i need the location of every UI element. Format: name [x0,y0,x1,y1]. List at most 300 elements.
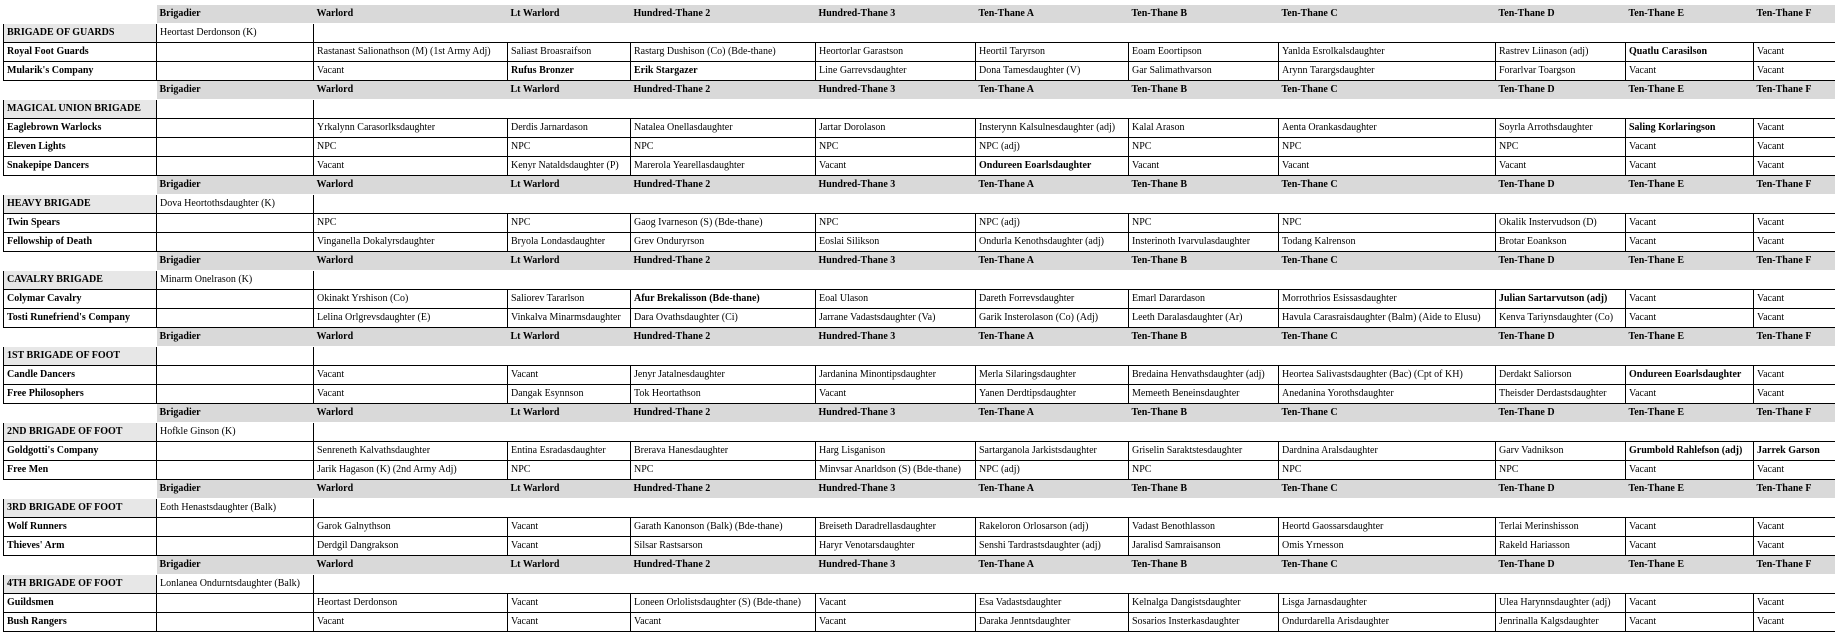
column-header-row [4,81,1835,100]
brigade-name: CAVALRY BRIGADE [4,271,157,290]
column-header: Hundred-Thane 2 [631,480,816,499]
column-header: Ten-Thane E [1626,252,1754,271]
brigadier-name [157,347,314,366]
officer-cell: Vacant [1754,366,1835,385]
column-header: Ten-Thane D [1496,404,1626,423]
header-blank-cell [4,480,157,499]
officer-cell: Havula Carasraisdaughter (Balm) (Aide to Elusu) [1279,309,1496,328]
officer-cell: NPC [508,461,631,480]
header-blank-cell [4,328,157,347]
unit-brigadier-cell [157,594,314,613]
column-header: Hundred-Thane 2 [631,404,816,423]
officer-cell: Garv Vadnikson [1496,442,1626,461]
column-header-row [4,556,1835,575]
officer-cell: Julian Sartarvutson (adj) [1496,290,1626,309]
officer-cell: Yanen Derdtipsdaughter [976,385,1129,404]
officer-cell: Vacant [1626,594,1754,613]
officer-cell: Kalal Arason [1129,119,1279,138]
officer-cell: Sosarios Insterkasdaughter [1129,613,1279,632]
officer-cell: Vinganella Dokalyrsdaughter [314,233,508,252]
officer-cell: Vacant [508,366,631,385]
officer-cell: Jartar Dorolason [816,119,976,138]
unit-brigadier-cell [157,157,314,176]
brigade-row [4,423,1835,442]
brigadier-name: Heortast Derdonson (K) [157,24,314,43]
officer-cell: Insterynn Kalsulnesdaughter (adj) [976,119,1129,138]
column-header: Ten-Thane C [1279,81,1496,100]
column-header-row [4,404,1835,423]
officer-cell: Vacant [1754,385,1835,404]
officer-cell: Harg Lisganison [816,442,976,461]
unit-row [4,62,1835,81]
brigade-row [4,100,1835,119]
unit-brigadier-cell [157,214,314,233]
officer-cell: Jenrinalla Kalgsdaughter [1496,613,1626,632]
column-header: Ten-Thane D [1496,252,1626,271]
officer-cell: Morrothrios Esissasdaughter [1279,290,1496,309]
unit-name: Eleven Lights [4,138,157,157]
unit-name: Wolf Runners [4,518,157,537]
column-header: Ten-Thane D [1496,5,1626,24]
column-header: Warlord [314,480,508,499]
officer-cell: NPC [1496,138,1626,157]
officer-cell: Jaralisd Samraisanson [1129,537,1279,556]
column-header: Lt Warlord [508,176,631,195]
officer-cell: Okinakt Yrshison (Co) [314,290,508,309]
column-header: Warlord [314,252,508,271]
column-header: Ten-Thane E [1626,176,1754,195]
column-header: Warlord [314,176,508,195]
unit-row [4,537,1835,556]
officer-cell: NPC (adj) [976,138,1129,157]
column-header: Ten-Thane D [1496,328,1626,347]
officer-cell: Vacant [1626,290,1754,309]
brigade-row [4,575,1835,594]
unit-brigadier-cell [157,62,314,81]
column-header: Ten-Thane A [976,81,1129,100]
column-header: Ten-Thane F [1754,328,1835,347]
officer-cell: NPC [631,138,816,157]
unit-row [4,233,1835,252]
officer-cell: Dangak Esynnson [508,385,631,404]
officer-cell: Vacant [1626,518,1754,537]
column-header: Brigadier [157,81,314,100]
officer-cell: Daraka Jenntsdaughter [976,613,1129,632]
officer-cell: Afur Brekalisson (Bde-thane) [631,290,816,309]
officer-cell: NPC [1496,461,1626,480]
unit-name: Bush Rangers [4,613,157,632]
officer-cell: Brerava Hanesdaughter [631,442,816,461]
officer-cell: Dara Ovathsdaughter (Ci) [631,309,816,328]
column-header: Ten-Thane B [1129,81,1279,100]
unit-name: Tosti Runefriend's Company [4,309,157,328]
column-header: Brigadier [157,5,314,24]
header-blank-cell [4,556,157,575]
column-header: Ten-Thane E [1626,556,1754,575]
officer-cell: Theisder Derdastsdaughter [1496,385,1626,404]
officer-cell: Jarrane Vadastsdaughter (Va) [816,309,976,328]
officer-cell: Derdis Jarnardason [508,119,631,138]
officer-cell: Marerola Yearellasdaughter [631,157,816,176]
officer-cell: Haryr Venotarsdaughter [816,537,976,556]
officer-cell: NPC [816,138,976,157]
officer-cell: Merla Silaringsdaughter [976,366,1129,385]
column-header: Hundred-Thane 2 [631,5,816,24]
unit-brigadier-cell [157,233,314,252]
officer-cell: Vacant [508,594,631,613]
officer-cell: Tok Heortathson [631,385,816,404]
unit-row [4,518,1835,537]
officer-cell: Vacant [1754,43,1835,62]
officer-cell: Heortorlar Garastson [816,43,976,62]
unit-brigadier-cell [157,119,314,138]
officer-cell: Leeth Daralasdaughter (Ar) [1129,309,1279,328]
officer-cell: Rastrev Liinason (adj) [1496,43,1626,62]
column-header: Hundred-Thane 3 [816,5,976,24]
officer-cell: Lelina Orlgrevsdaughter (E) [314,309,508,328]
column-header: Ten-Thane C [1279,404,1496,423]
officer-cell: Gar Salimathvarson [1129,62,1279,81]
unit-row [4,119,1835,138]
officer-cell: NPC [1279,214,1496,233]
officer-cell: Sartarganola Jarkistsdaughter [976,442,1129,461]
unit-brigadier-cell [157,138,314,157]
column-header-row [4,5,1835,24]
column-header: Brigadier [157,480,314,499]
column-header: Lt Warlord [508,81,631,100]
header-blank-cell [4,252,157,271]
unit-row [4,442,1835,461]
column-header: Ten-Thane B [1129,5,1279,24]
unit-name: Free Men [4,461,157,480]
unit-name: Eaglebrown Warlocks [4,119,157,138]
officer-cell: Entina Esradasdaughter [508,442,631,461]
unit-row [4,385,1835,404]
column-header: Ten-Thane E [1626,480,1754,499]
officer-cell: Vacant [1754,613,1835,632]
officer-cell: Lisga Jarnasdaughter [1279,594,1496,613]
unit-row [4,290,1835,309]
column-header: Ten-Thane C [1279,328,1496,347]
unit-name: Fellowship of Death [4,233,157,252]
officer-cell: Eoal Ulason [816,290,976,309]
column-header: Lt Warlord [508,480,631,499]
officer-cell: Vacant [816,613,976,632]
column-header: Hundred-Thane 3 [816,328,976,347]
brigadier-name: Eoth Henastsdaughter (Balk) [157,499,314,518]
unit-brigadier-cell [157,366,314,385]
officer-cell: Eoslai Silikson [816,233,976,252]
officer-cell: Griselin Saraktstesdaughter [1129,442,1279,461]
brigade-row [4,271,1835,290]
brigade-name: MAGICAL UNION BRIGADE [4,100,157,119]
column-header: Ten-Thane B [1129,176,1279,195]
officer-cell: Dona Tamesdaughter (V) [976,62,1129,81]
unit-brigadier-cell [157,613,314,632]
officer-cell: Jenyr Jatalnesdaughter [631,366,816,385]
officer-cell: Ondurla Kenothsdaughter (adj) [976,233,1129,252]
officer-cell: Okalik Instervudson (D) [1496,214,1626,233]
officer-cell: Anedanina Yorothsdaughter [1279,385,1496,404]
officer-cell: Vacant [508,518,631,537]
officer-cell: NPC [631,461,816,480]
officer-cell: Vacant [1754,233,1835,252]
column-header: Ten-Thane F [1754,404,1835,423]
officer-cell: Derdakt Saliorson [1496,366,1626,385]
column-header-row [4,328,1835,347]
column-header: Lt Warlord [508,556,631,575]
officer-cell: NPC [1279,461,1496,480]
officer-cell: Vacant [1754,214,1835,233]
officer-cell: Vacant [1626,461,1754,480]
officer-cell: Soyrla Arrothsdaughter [1496,119,1626,138]
officer-cell: Vacant [508,537,631,556]
column-header: Ten-Thane B [1129,404,1279,423]
column-header: Warlord [314,5,508,24]
column-header-row [4,252,1835,271]
officer-cell: Vacant [816,594,976,613]
column-header: Warlord [314,81,508,100]
unit-brigadier-cell [157,290,314,309]
officer-cell: Vacant [1754,157,1835,176]
officer-cell: NPC [1129,214,1279,233]
header-blank-cell [4,81,157,100]
column-header: Ten-Thane A [976,176,1129,195]
unit-row [4,309,1835,328]
column-header: Hundred-Thane 3 [816,556,976,575]
officer-cell: Rastarg Dushison (Co) (Bde-thane) [631,43,816,62]
officer-cell: Yanlda Esrolkalsdaughter [1279,43,1496,62]
officer-cell: Vacant [508,613,631,632]
officer-cell: Vacant [1754,290,1835,309]
column-header-row [4,176,1835,195]
officer-cell: NPC [314,138,508,157]
unit-name: Twin Spears [4,214,157,233]
brigade-row [4,195,1835,214]
officer-cell: Gaog Ivarneson (S) (Bde-thane) [631,214,816,233]
column-header: Brigadier [157,404,314,423]
column-header: Hundred-Thane 3 [816,176,976,195]
officer-cell: Bredaina Henvathsdaughter (adj) [1129,366,1279,385]
brigade-name: 2ND BRIGADE OF FOOT [4,423,157,442]
officer-cell: Heortast Derdonson [314,594,508,613]
officer-cell: Bryola Londasdaughter [508,233,631,252]
officer-cell: Vacant [1754,537,1835,556]
officer-cell: Vacant [1754,461,1835,480]
unit-row [4,366,1835,385]
column-header: Ten-Thane C [1279,5,1496,24]
officer-cell: Grumbold Rahlefson (adj) [1626,442,1754,461]
officer-cell: Kelnalga Dangistsdaughter [1129,594,1279,613]
officer-cell: Omis Yrnesson [1279,537,1496,556]
unit-brigadier-cell [157,461,314,480]
unit-name: Guildsmen [4,594,157,613]
brigade-name: 1ST BRIGADE OF FOOT [4,347,157,366]
officer-cell: Saling Korlaringson [1626,119,1754,138]
officer-cell: Vacant [314,613,508,632]
column-header: Ten-Thane E [1626,404,1754,423]
column-header: Warlord [314,556,508,575]
column-header: Hundred-Thane 3 [816,81,976,100]
unit-brigadier-cell [157,385,314,404]
brigadier-name: Minarm Onelrason (K) [157,271,314,290]
officer-cell: Rakeloron Orlosarson (adj) [976,518,1129,537]
officer-cell: Heortil Taryrson [976,43,1129,62]
officer-cell: Ondureen Eoarlsdaughter [1626,366,1754,385]
officer-cell: Rufus Bronzer [508,62,631,81]
officer-cell: Vacant [314,157,508,176]
brigadier-name [157,100,314,119]
brigade-row [4,347,1835,366]
brigadier-name: Lonlanea Ondurntsdaughter (Balk) [157,575,314,594]
column-header: Ten-Thane F [1754,480,1835,499]
officer-cell: Yrkalynn Carasorlksdaughter [314,119,508,138]
column-header: Ten-Thane B [1129,556,1279,575]
officer-cell: Senreneth Kalvathsdaughter [314,442,508,461]
officer-cell: Vacant [1754,309,1835,328]
officer-cell: Vacant [1626,62,1754,81]
officer-cell: Eoam Eoortipson [1129,43,1279,62]
officer-cell: Ondureen Eoarlsdaughter [976,157,1129,176]
officer-cell: Rakeld Hariasson [1496,537,1626,556]
brigade-row [4,499,1835,518]
column-header: Ten-Thane C [1279,556,1496,575]
column-header: Ten-Thane B [1129,328,1279,347]
unit-name: Candle Dancers [4,366,157,385]
officer-cell: Aenta Orankasdaughter [1279,119,1496,138]
officer-cell: Vacant [1626,233,1754,252]
officer-cell: Jarik Hagason (K) (2nd Army Adj) [314,461,508,480]
officer-cell: Saliast Broasraifson [508,43,631,62]
unit-brigadier-cell [157,442,314,461]
officer-cell: Esa Vadastsdaughter [976,594,1129,613]
unit-row [4,157,1835,176]
column-header: Brigadier [157,252,314,271]
column-header: Ten-Thane D [1496,81,1626,100]
column-header: Hundred-Thane 2 [631,81,816,100]
officer-cell: Vacant [1626,214,1754,233]
unit-brigadier-cell [157,537,314,556]
officer-cell: NPC [508,214,631,233]
officer-cell: Natalea Onellasdaughter [631,119,816,138]
officer-cell: Vacant [1754,138,1835,157]
officer-cell: Minvsar Anarldson (S) (Bde-thane) [816,461,976,480]
officer-cell: Vacant [314,62,508,81]
officer-cell: Vadast Benothlasson [1129,518,1279,537]
column-header: Ten-Thane F [1754,556,1835,575]
column-header: Hundred-Thane 3 [816,480,976,499]
column-header: Ten-Thane B [1129,252,1279,271]
unit-row [4,138,1835,157]
unit-name: Thieves' Arm [4,537,157,556]
column-header: Ten-Thane C [1279,176,1496,195]
column-header: Ten-Thane F [1754,81,1835,100]
unit-row [4,613,1835,632]
officer-cell: NPC [314,214,508,233]
column-header: Lt Warlord [508,328,631,347]
officer-cell: Vacant [1279,157,1496,176]
officer-cell: Todang Kalrenson [1279,233,1496,252]
officer-cell: Vacant [631,613,816,632]
officer-cell: Line Garrevsdaughter [816,62,976,81]
officer-cell: Derdgil Dangrakson [314,537,508,556]
column-header: Ten-Thane E [1626,328,1754,347]
officer-cell: Breiseth Daradrellasdaughter [816,518,976,537]
officer-cell: Grev Onduryrson [631,233,816,252]
column-header: Ten-Thane C [1279,252,1496,271]
brigade-name: BRIGADE OF GUARDS [4,24,157,43]
column-header: Lt Warlord [508,5,631,24]
officer-cell: Memeeth Beneinsdaughter [1129,385,1279,404]
brigadier-name: Dova Heortothsdaughter (K) [157,195,314,214]
brigade-name: 3RD BRIGADE OF FOOT [4,499,157,518]
column-header: Ten-Thane E [1626,5,1754,24]
officer-cell: Loneen Orlolistsdaughter (S) (Bde-thane) [631,594,816,613]
officer-cell: Vacant [1496,157,1626,176]
unit-row [4,43,1835,62]
unit-name: Colymar Cavalry [4,290,157,309]
column-header: Warlord [314,404,508,423]
column-header: Ten-Thane F [1754,5,1835,24]
column-header: Ten-Thane A [976,556,1129,575]
officer-cell: Silsar Rastsarson [631,537,816,556]
unit-name: Snakepipe Dancers [4,157,157,176]
unit-brigadier-cell [157,518,314,537]
unit-row [4,594,1835,613]
brigade-roster-table [3,5,1835,632]
unit-name: Mularik's Company [4,62,157,81]
officer-cell: Saliorev Tararlson [508,290,631,309]
officer-cell: NPC [508,138,631,157]
brigade-row [4,24,1835,43]
officer-cell: Rastanast Salionathson (M) (1st Army Adj) [314,43,508,62]
header-blank-cell [4,5,157,24]
officer-cell: Garath Kanonson (Balk) (Bde-thane) [631,518,816,537]
officer-cell: Garik Insterolason (Co) (Adj) [976,309,1129,328]
officer-cell: Vacant [1626,157,1754,176]
column-header: Lt Warlord [508,404,631,423]
column-header: Ten-Thane E [1626,81,1754,100]
column-header: Ten-Thane D [1496,176,1626,195]
officer-cell: NPC (adj) [976,461,1129,480]
officer-cell: Arynn Tarargsdaughter [1279,62,1496,81]
officer-cell: Vacant [1626,537,1754,556]
column-header: Brigadier [157,328,314,347]
officer-cell: Vacant [1626,309,1754,328]
officer-cell: NPC [1129,461,1279,480]
column-header: Hundred-Thane 3 [816,404,976,423]
officer-cell: Vacant [1754,62,1835,81]
officer-cell: Jardanina Minontipsdaughter [816,366,976,385]
header-blank-cell [4,176,157,195]
column-header: Ten-Thane A [976,328,1129,347]
officer-cell: Erik Stargazer [631,62,816,81]
column-header: Ten-Thane B [1129,480,1279,499]
officer-cell: NPC [1279,138,1496,157]
unit-name: Royal Foot Guards [4,43,157,62]
officer-cell: Vacant [1626,613,1754,632]
column-header: Hundred-Thane 2 [631,556,816,575]
column-header: Ten-Thane A [976,404,1129,423]
officer-cell: NPC [816,214,976,233]
officer-cell: Ulea Harynnsdaughter (adj) [1496,594,1626,613]
brigade-name: 4TH BRIGADE OF FOOT [4,575,157,594]
officer-cell: Vacant [1626,385,1754,404]
column-header: Warlord [314,328,508,347]
brigadier-name: Hofkle Ginson (K) [157,423,314,442]
officer-cell: Terlai Merinshisson [1496,518,1626,537]
officer-cell: Vacant [1754,518,1835,537]
